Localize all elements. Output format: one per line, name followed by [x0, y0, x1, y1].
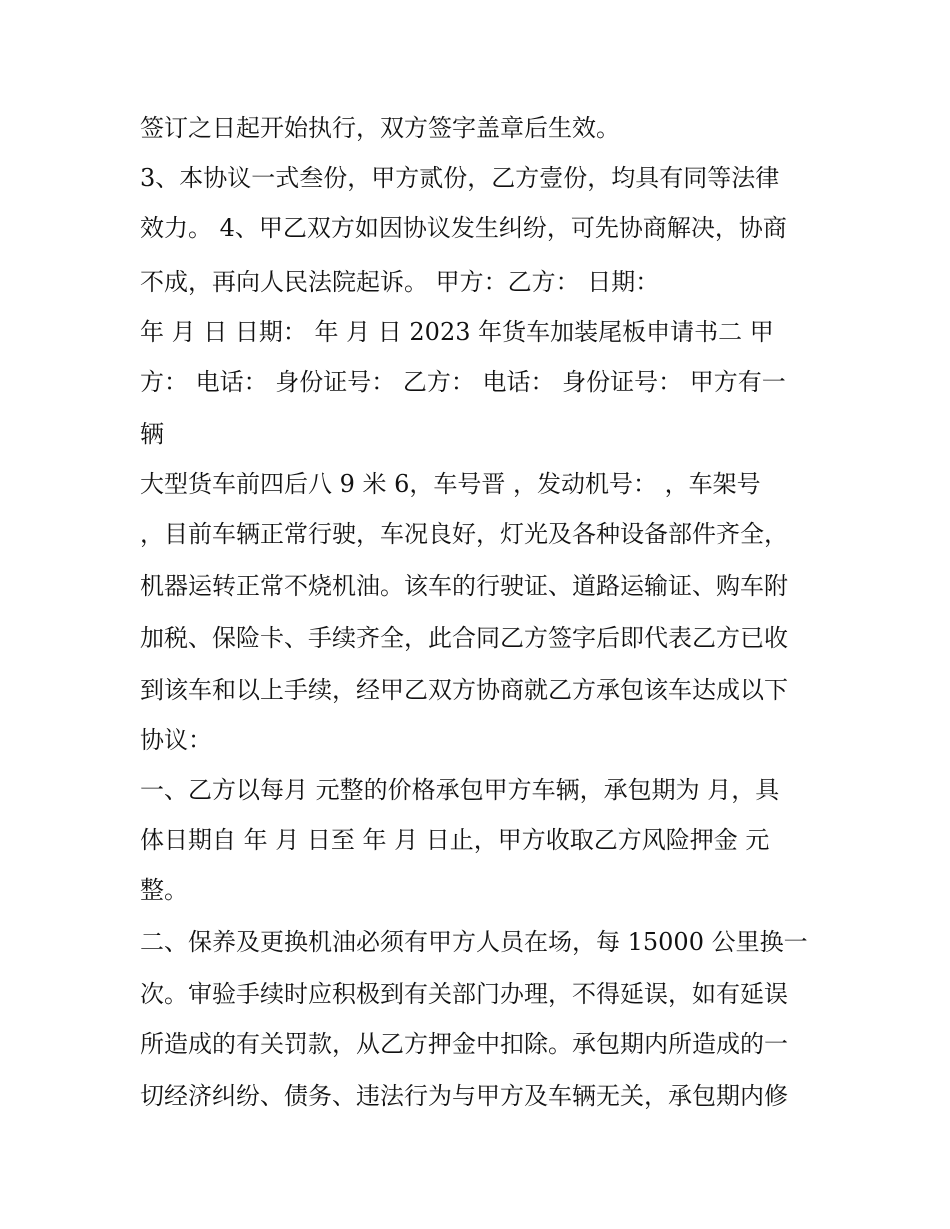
text-line: 机器运转正常不烧机油。该车的行驶证、道路运输证、购车附 — [140, 572, 788, 600]
text-line: 加税、保险卡、手续齐全，此合同乙方签字后即代表乙方已收 — [140, 624, 788, 652]
text-line: 整。 — [140, 876, 188, 904]
text-line: 体日期自 年 月 日至 年 月 日止，甲方收取乙方风险押金 元 — [140, 826, 770, 854]
text-line: 协议： — [140, 726, 212, 754]
text-line: 方： 电话： 身份证号： 乙方： 电话： 身份证号： 甲方有一 — [140, 368, 786, 396]
text-line: 年 月 日 日期： 年 月 日 2023 年货车加装尾板申请书二 甲 — [140, 318, 774, 346]
text-line: 大型货车前四后八 9 米 6，车号晋 ，发动机号： ，车架号 — [140, 470, 761, 498]
text-line: 辆 — [140, 420, 164, 448]
text-line: ，目前车辆正常行驶，车况良好，灯光及各种设备部件齐全， — [140, 520, 788, 548]
text-line: 所造成的有关罚款，从乙方押金中扣除。承包期内所造成的一 — [140, 1030, 788, 1058]
text-line: 3、本协议一式叁份，甲方贰份，乙方壹份，均具有同等法律 — [140, 164, 780, 192]
text-line: 切经济纠纷、债务、违法行为与甲方及车辆无关，承包期内修 — [140, 1082, 788, 1110]
text-line: 到该车和以上手续，经甲乙双方协商就乙方承包该车达成以下 — [140, 676, 788, 704]
text-line: 签订之日起开始执行，双方签字盖章后生效。 — [140, 114, 620, 142]
text-line: 次。审验手续时应积极到有关部门办理，不得延误，如有延误 — [140, 980, 788, 1008]
text-line: 一、乙方以每月 元整的价格承包甲方车辆，承包期为 月，具 — [140, 776, 780, 804]
text-line: 效力。 4、甲乙双方如因协议发生纠纷，可先协商解决，协商 — [140, 214, 787, 242]
text-line: 不成，再向人民法院起诉。 甲方：乙方： 日期： — [140, 268, 660, 296]
text-line: 二、保养及更换机油必须有甲方人员在场，每 15000 公里换一 — [140, 928, 808, 956]
